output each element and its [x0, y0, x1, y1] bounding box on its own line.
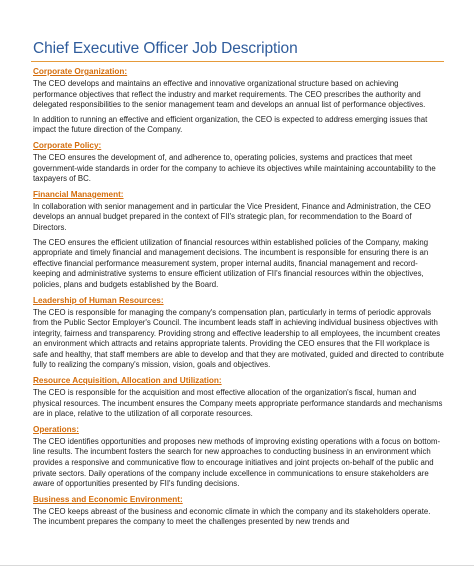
section-corporate-policy — [31, 140, 444, 185]
section-corporate-organization — [31, 66, 444, 136]
title-divider — [31, 61, 444, 62]
section-paragraph: The CEO identifies opportunities and proposes new methods of improving existing operations with a focus on bottom-line results. The incumbent fosters the search for new approaches to conducting business in an environment which provides a responsive and communicative flow to encourage initiatives and joint projects on-behalf of the public and private sectors. Daily operations of the company include excellence in communications to ensure stakeholders are aware of opportunities presented by FII's funding decisions. — [33, 436, 441, 489]
section-financial-management — [31, 189, 444, 291]
section-paragraph: The CEO keeps abreast of the business and economic climate in which the company and its stakeholders operate. The incumbent prepares the company to meet the challenges presented by new trends and — [33, 506, 431, 527]
section-paragraph: In collaboration with senior management and in particular the Vice President, Finance and Administration, the CEO develops an annual budget prepared in the context of FII's strategic plan, for recommendation to the Board of Directors. — [33, 201, 431, 232]
section-heading: Operations: — [33, 424, 79, 434]
section-business-economic-environment — [31, 494, 444, 528]
section-paragraph: The CEO is responsible for managing the company's compensation plan, particularly in terms of periodic approvals from the Public Sector Employer's Council. The incumbent leads staff in achieving individual business objectives with integrity, fairness and transparency. Providing strong and effective leadership to all employees, the incumbent creates an environment which attracts and retains appropriate talents. Providing the CEO ensures that the FII workplace is safe and healthy, that staff members are able to develop and that they are motivated, guided and directed to contribute fully to realizing the company's mission, vision, goals and objectives. — [33, 307, 444, 370]
section-leadership-human-resources — [31, 295, 444, 372]
section-paragraph: In addition to running an effective and efficient organization, the CEO is expected to address emerging issues that impact the future direction of the Company. — [33, 114, 428, 135]
section-heading: Corporate Policy: — [33, 140, 102, 150]
section-paragraph: The CEO ensures the efficient utilization of financial resources within established policies of the Company, making appropriate and timely financial and management decisions. The incumbent is responsible for ensuring there is an effective financial performance measurement system, proper internal audits, financial management and record-keeping and administrative systems to ensure efficient utilization of FII's financial resources within the objectives, policies, plans and budgets established by the Board. — [33, 237, 429, 289]
page-bottom-edge — [0, 565, 474, 576]
section-paragraph: The CEO ensures the development of, and adherence to, operating policies, systems and practices that meet government-wide standards in order for the company to achieve its objectives while maintaining accountability to the taxpayers of BC. — [33, 152, 436, 184]
section-heading: Resource Acquisition, Allocation and Utilization: — [33, 376, 222, 386]
document-title: Chief Executive Officer Job Description — [33, 40, 298, 57]
section-heading: Business and Economic Environment: — [33, 494, 183, 504]
section-resource-acquisition — [31, 375, 444, 420]
section-heading: Leadership of Human Resources: — [33, 295, 164, 305]
section-heading: Corporate Organization: — [33, 67, 128, 76]
section-operations — [31, 424, 444, 490]
section-paragraph: The CEO is responsible for the acquisition and most effective allocation of the organization's fiscal, human and physical resources. The incumbent ensures the Company meets appropriate performance standards and mechanisms are in place, relative to the utilization of all corporate resources. — [33, 388, 443, 419]
section-heading: Financial Management: — [33, 189, 124, 199]
section-paragraph: The CEO develops and maintains an effective and innovative organizational structure based on achieving performance objectives that reflect the industry and market requirements. The CEO prescribes the authority and delegated responsibilities to the senior management team and develops an annual list of performance objectives. — [33, 79, 426, 110]
